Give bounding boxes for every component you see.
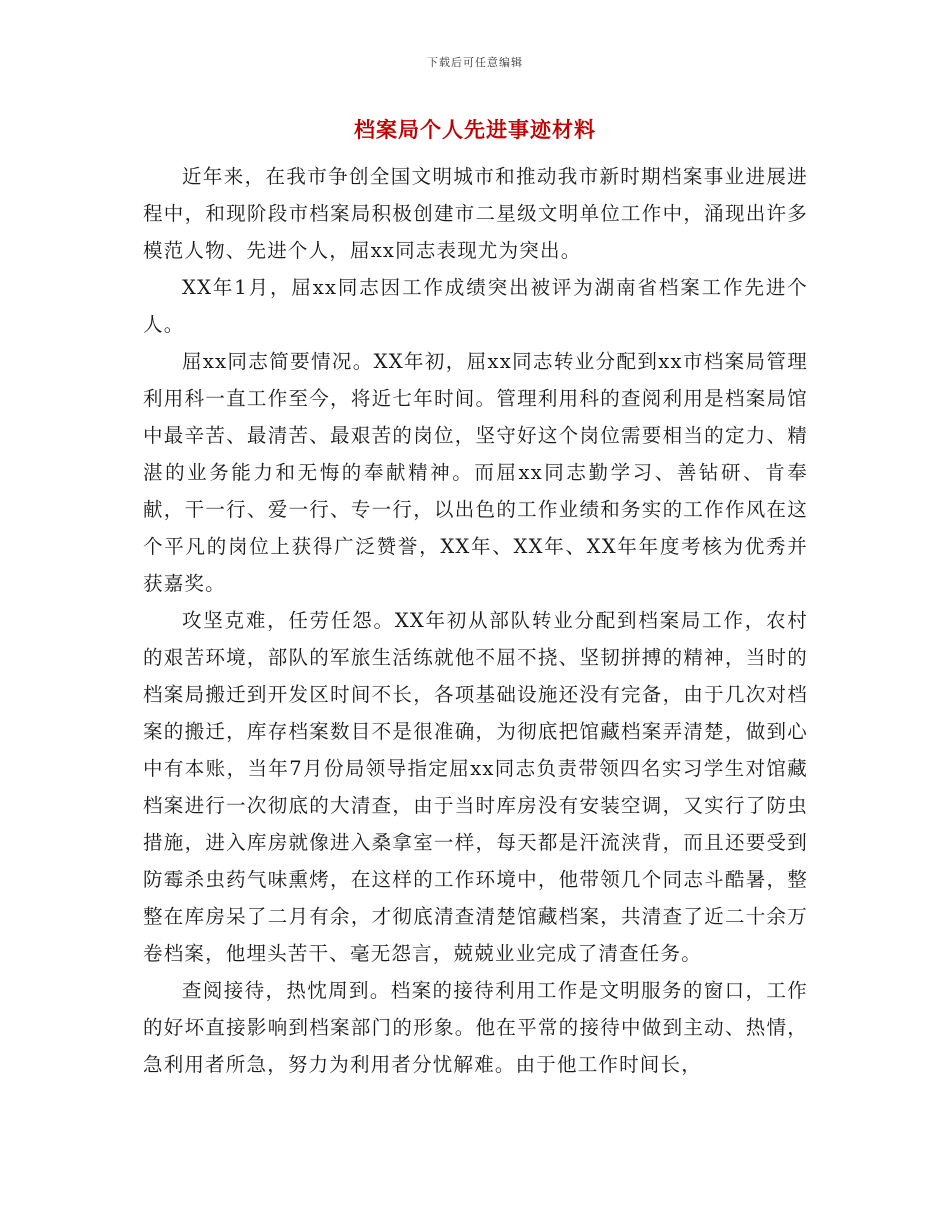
- paragraph-intro: 近年来，在我市争创全国文明城市和推动我市新时期档案事业进展进程中，和现阶段市档案局积极创建市二星级文明单位工作中，涌现出许多模范人物、先进个人，屈xx同志表现尤为突出。: [143, 165, 808, 262]
- document-title: 档案局个人先进事迹材料: [354, 117, 596, 142]
- paragraph-award: XX年1月，屈xx同志因工作成绩突出被评为湖南省档案工作先进个人。: [143, 276, 808, 336]
- paragraph-profile: 屈xx同志简要情况。XX年初，屈xx同志转业分配到xx市档案局管理利用科一直工作至今，将近七年时间。管理利用科的查阅利用是档案局馆中最辛苦、最清苦、最艰苦的岗位，坚守好这个岗位需要相当的定力、精湛的业务能力和无悔的奉献精神。而屈xx同志勤学习、善钻研、肯奉献，干一行、爱一行、专一行，以出色的工作业绩和务实的工作作风在这个平凡的岗位上获得广泛赞誉，XX年、XX年、XX年年度考核为优秀并获嘉奖。: [143, 350, 808, 595]
- paragraph-hardship: 攻坚克难，任劳任怨。XX年初从部队转业分配到档案局工作，农村的艰苦环境，部队的军旅生活练就他不屈不挠、坚韧拼搏的精神，当时的档案局搬迁到开发区时间不长，各项基础设施还没有完备，由于几次对档案的搬迁，库存档案数目不是很准确，为彻底把馆藏档案弄清楚，做到心中有本账，当年7月份局领导指定屈xx同志负责带领四名实习学生对馆藏档案进行一次彻底的大清查，由于当时库房没有安装空调，又实行了防虫措施，进入库房就像进入桑拿室一样，每天都是汗流浃背，而且还要受到防霉杀虫药气味熏烤，在这样的工作环境中，他带领几个同志斗酷暑，整整在库房呆了二月有余，才彻底清查清楚馆藏档案，共清查了近二十余万卷档案，他埋头苦干、毫无怨言，兢兢业业完成了清查任务。: [143, 609, 808, 965]
- header-note: 下载后可任意编辑: [427, 56, 523, 69]
- paragraph-reception: 查阅接待，热忱周到。档案的接待利用工作是文明服务的窗口，工作的好坏直接影响到档案部门的形象。他在平常的接待中做到主动、热情，急利用者所急，努力为利用者分忧解难。由于他工作时间长，: [143, 979, 808, 1076]
- document-body: [143, 158, 808, 1083]
